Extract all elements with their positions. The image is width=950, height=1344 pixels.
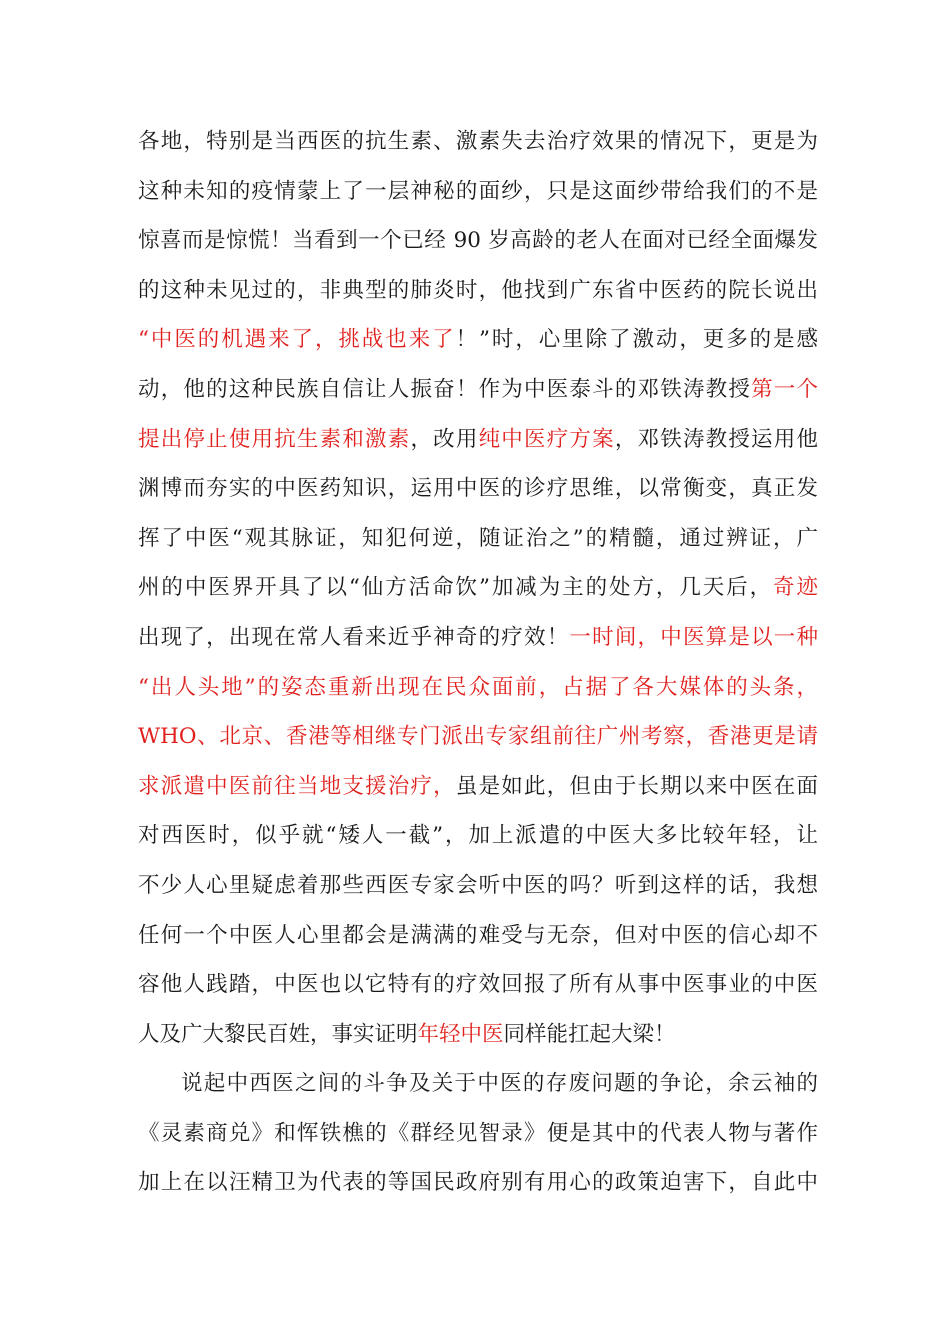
text-run: 动，他的这种民族自信让人振奋！作为中医泰斗的邓铁涛教授 bbox=[138, 376, 752, 402]
text-line bbox=[138, 415, 818, 465]
text-line bbox=[138, 167, 818, 217]
highlighted-text: 纯中医疗方案 bbox=[478, 426, 615, 452]
text-run: 的这种未见过的，非典型的肺炎时，他找到广东省中医药的院长说出 bbox=[138, 277, 818, 303]
highlighted-text: 年轻中医 bbox=[417, 1021, 504, 1047]
text-run: 容他人践踏，中医也以它特有的疗效回报了所有从事中医事业的中医 bbox=[138, 972, 818, 998]
text-line bbox=[138, 1010, 818, 1060]
text-run: ，改用 bbox=[410, 426, 479, 452]
text-line bbox=[138, 1109, 818, 1159]
text-run: 渊博而夯实的中医药知识，运用中医的诊疗思维，以常衡变，真正发 bbox=[138, 476, 818, 502]
text-run: 虽是如此，但由于长期以来中医在面 bbox=[455, 773, 818, 799]
text-line bbox=[138, 613, 818, 663]
text-run: 说起中西医之间的斗争及关于中医的存废问题的争论，余云袖的 bbox=[181, 1071, 818, 1097]
text-run: 任何一个中医人心里都会是满满的难受与无奈，但对中医的信心却不 bbox=[138, 922, 818, 948]
text-line bbox=[138, 266, 818, 316]
text-line bbox=[138, 563, 818, 613]
text-run: 出现了，出现在常人看来近乎神奇的疗效！ bbox=[138, 624, 570, 650]
highlighted-text: 一时间，中医算是以一种 bbox=[569, 624, 818, 650]
text-run: 不少人心里疑虑着那些西医专家会听中医的吗？听到这样的话，我想 bbox=[138, 872, 818, 898]
highlighted-text: 奇迹 bbox=[773, 575, 818, 601]
highlight-quote-mark: “ bbox=[138, 327, 149, 353]
text-run: ！”时，心里除了激动，更多的是感 bbox=[455, 327, 818, 353]
text-line bbox=[138, 514, 818, 564]
highlighted-text: 提出停止使用抗生素和激素 bbox=[138, 426, 411, 452]
text-line bbox=[138, 960, 818, 1010]
text-line bbox=[138, 762, 818, 812]
text-run: 同样能扛起大梁！ bbox=[503, 1021, 676, 1047]
text-run: 《灵素商兑》和恽铁樵的《群经见智录》便是其中的代表人物与著作 bbox=[138, 1120, 818, 1146]
text-line bbox=[138, 1158, 818, 1208]
text-run: ，邓铁涛教授运用他 bbox=[614, 426, 818, 452]
text-line bbox=[138, 712, 818, 762]
text-line bbox=[138, 911, 818, 961]
body-text bbox=[138, 117, 818, 1208]
text-run: 州的中医界开具了以“仙方活命饮”加减为主的处方，几天后， bbox=[138, 575, 774, 601]
text-line bbox=[138, 811, 818, 861]
text-line bbox=[138, 315, 818, 365]
text-line bbox=[138, 117, 818, 167]
text-run: 挥了中医“观其脉证，知犯何逆，随证治之”的精髓，通过辨证，广 bbox=[138, 525, 818, 551]
text-run: 各地，特别是当西医的抗生素、激素失去治疗效果的情况下，更是为 bbox=[138, 129, 818, 154]
text-run: 人及广大黎民百姓，事实证明 bbox=[138, 1021, 418, 1047]
text-run: 惊喜而是惊慌！当看到一个已经 90 岁高龄的老人在面对已经全面爆发 bbox=[138, 228, 818, 254]
text-line bbox=[138, 861, 818, 911]
highlighted-text: “出人头地”的姿态重新出现在民众面前，占据了各大媒体的头条， bbox=[138, 674, 818, 700]
text-run: 对西医时，似乎就“矮人一截”，加上派遣的中医大多比较年轻，让 bbox=[138, 823, 818, 849]
text-line bbox=[138, 1059, 818, 1109]
text-line bbox=[138, 216, 818, 266]
highlighted-text: 第一个 bbox=[751, 376, 818, 402]
text-line bbox=[138, 663, 818, 713]
highlighted-text: 求派遣中医前往当地支援治疗， bbox=[138, 773, 456, 799]
text-run: 这种未知的疫情蒙上了一层神秘的面纱，只是这面纱带给我们的不是 bbox=[138, 178, 818, 204]
highlighted-text: WHO、北京、香港等相继专门派出专家组前往广州考察，香港更是请 bbox=[138, 724, 818, 750]
highlighted-text: 中医的机遇来了，挑战也来了 bbox=[149, 327, 456, 353]
text-line bbox=[138, 464, 818, 514]
text-run: 加上在以汪精卫为代表的等国民政府别有用心的政策迫害下，自此中 bbox=[138, 1170, 818, 1196]
text-line bbox=[138, 365, 818, 415]
